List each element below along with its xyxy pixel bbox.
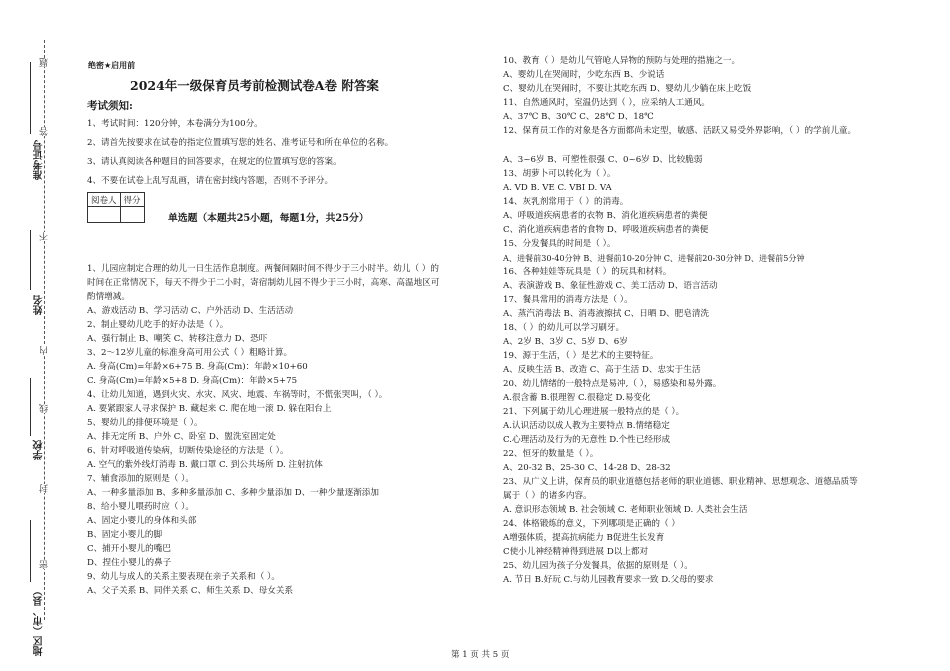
notice-item: 2、请首先按要求在试卷的指定位置填写您的姓名、准考证号和所在单位的名称。 — [87, 138, 394, 148]
option-line: A、2岁 B、3岁 C、5岁 D、6岁 — [503, 337, 628, 347]
question-line: 24、体格锻炼的意义，下列哪项是正确的（ ） — [503, 519, 680, 529]
notice-item: 3、请认真阅读各种题目的回答要求，在规定的位置填写您的答案。 — [87, 157, 342, 167]
question-line: 9、幼儿与成人的关系主要表现在亲子关系和（ ）。 — [87, 572, 280, 582]
grader-header: 阅卷人 — [88, 193, 121, 207]
name-label: 姓名 — [34, 295, 45, 315]
question-line: 10、教育（ ）是幼儿气管呛人异物的预防与处理的措施之一。 — [503, 56, 741, 66]
option-line: A增强体质，提高抗病能力 B促进生长发育 — [503, 533, 665, 543]
option-line: A、呼吸道疾病患者的衣物 B、消化道疾病患者的粪便 — [503, 211, 708, 221]
option-line: C.心理活动及行为的无意性 D.个性已经形成 — [503, 435, 671, 445]
option-line: A.认识活动以成人教为主要特点 B.情绪稳定 — [503, 421, 670, 431]
grader-cell[interactable] — [88, 207, 121, 223]
question-line: 12、保育员工作的对象是各方面都尚未定型，敏感、活跃又易受外界影响，（ ）的学前儿童。 — [503, 126, 857, 136]
region-field[interactable] — [30, 520, 31, 582]
section-title: 单选题（本题共25小题，每题1分，共25分） — [168, 213, 369, 224]
question-line: 属于（ ）的诸多内容。 — [503, 491, 592, 501]
page-title: 2024年一级保育员考前检测试卷A卷 附答案 — [130, 78, 379, 93]
option-line: A. 节日 B.好玩 C.与幼儿园教育要求一致 D.父母的要求 — [503, 575, 714, 585]
option-line: A、父子关系 B、同伴关系 C、师生关系 D、母女关系 — [87, 586, 294, 596]
option-line: B、固定小婴儿的脚 — [87, 530, 163, 540]
question-line: 13、胡萝卜可以转化为（ ）。 — [503, 169, 616, 179]
option-line: A. 意识形态领域 B. 社会领域 C. 老师职业领域 D. 人类社会生活 — [503, 505, 748, 515]
option-line: A. 空气的紫外线灯消毒 B. 戴口罩 C. 到公共场所 D. 注射抗体 — [87, 460, 323, 470]
option-line: A、游戏活动 B、学习活动 C、户外活动 D、生活活动 — [87, 306, 294, 316]
page-number: 第 1 页 共 5 页 — [451, 650, 510, 660]
option-line: A、强行制止 B、嘲笑 C、转移注意力 D、恐吓 — [87, 334, 268, 344]
option-line: C、消化道疾病患者的食物 D、呼吸道疾病患者的粪便 — [503, 225, 709, 235]
option-line: A、表演游戏 B、象征性游戏 C、美工活动 D、语言活动 — [503, 281, 718, 291]
option-line: C、捕开小婴儿的嘴巴 — [87, 544, 171, 554]
question-line: 酌情增减。 — [87, 292, 130, 302]
school-field[interactable] — [30, 378, 31, 436]
question-line: 16、各种娃娃等玩具是（ ）的玩具和材料。 — [503, 267, 672, 277]
question-line: 17、餐具常用的消毒方法是（ ）。 — [503, 295, 633, 305]
question-line: 21、下列属于幼儿心理进展一般特点的是（ ）。 — [503, 407, 685, 417]
question-line: 23、从广义上讲，保育员的职业道德包括老师的职业道德、职业精神、思想观念、道德品质等 — [503, 477, 858, 487]
seal-char: 密 — [40, 560, 50, 569]
question-line: 20、幼儿情绪的一般特点是易冲,（ ），易感染和易外露。 — [503, 379, 722, 389]
option-line: A、37℃ B、30℃ C、28℃ D、18℃ — [503, 112, 654, 122]
secret-mark: 绝密★启用前 — [88, 61, 136, 70]
score-cell[interactable] — [120, 207, 144, 223]
school-label: 学校 — [34, 440, 45, 460]
question-line: 11、自然通风时，室温仍达到（ ），应采纳人工通风。 — [503, 98, 711, 108]
question-line: 6、针对呼吸道传染病，切断传染途径的方法是（ ）。 — [87, 446, 289, 456]
question-line: 14、灰乳剂常用于（ ）的消毒。 — [503, 197, 629, 207]
option-line: A. 要紧跟家人寻求保护 B. 藏起来 C. 爬在地一滚 D. 躲在阳台上 — [87, 404, 332, 414]
question-line: 4、让幼儿知道，遇到火灾、水灾、风灾、地震、车祸等时，不慌张哭叫，（ ）。 — [87, 390, 388, 400]
question-line: 15、分发餐具的时间是（ ）。 — [503, 239, 616, 249]
seal-char: 答 — [40, 127, 50, 136]
seal-char: 封 — [40, 484, 50, 493]
option-line: A. 身高(Cm)=年龄×6+75 B. 身高(Cm)：年龄×10+60 — [87, 362, 308, 372]
question-line: 25、幼儿园为孩子分发餐具，依据的原则是（ ）。 — [503, 561, 693, 571]
question-line: 7、辅食添加的原则是（ ）。 — [87, 474, 195, 484]
option-line: C使小儿神经精神得到进展 D以上都对 — [503, 547, 649, 557]
question-line: 22、恒牙的数量是（ ）。 — [503, 449, 599, 459]
option-line: A、婴幼儿在哭闹时，少吃东西 B、少说话 — [503, 70, 665, 80]
notice-heading: 考试须知: — [87, 100, 133, 112]
question-line: 2、制止婴幼儿吃手的好办法是（ ）。 — [87, 320, 229, 330]
option-line: C、婴幼儿在哭闹时，不要让其吃东西 D、婴幼儿少躺在床上吃饭 — [503, 84, 752, 94]
option-line: A、20-32 B、25-30 C、14-28 D、28-32 — [503, 463, 671, 473]
question-line: 1、儿园应制定合理的幼儿一日生活作息制度。两餐间隔时间不得少于三小时半。幼儿（ ）的 — [87, 264, 439, 274]
seal-char: 线 — [40, 404, 50, 413]
score-table — [87, 192, 145, 223]
question-line: 18、（ ）的幼儿可以学习刷牙。 — [503, 323, 625, 333]
notice-item: 1、考试时间：120分钟，本卷满分为100分。 — [87, 119, 263, 129]
seal-char: 不 — [40, 232, 50, 241]
seal-char: 内 — [40, 346, 50, 355]
option-line: A、反映生活 B、改造 C、高于生活 D、忠实于生活 — [503, 365, 701, 375]
option-line: A.很含蓄 B.很理智 C.很稳定 D.易变化 — [503, 393, 651, 403]
option-line: A、蒸汽消毒法 B、消毒液擦拭 C、日晒 D、肥皂清洗 — [503, 309, 710, 319]
exam-number-field[interactable] — [30, 62, 31, 134]
question-line: 5、婴幼儿的排便环境是（ ）。 — [87, 418, 203, 428]
notice-item: 4、不要在试卷上乱写乱画，请在密封线内答题，否则不予评分。 — [87, 176, 334, 186]
option-line: A、排无定所 B、户外 C、卧室 D、盥洗室固定处 — [87, 432, 276, 442]
seal-char: 题 — [40, 58, 50, 67]
question-line: 8、给小婴儿喂药时应（ ）。 — [87, 502, 195, 512]
region-label: 地区（市、县） — [34, 586, 45, 656]
score-header: 得分 — [120, 193, 144, 207]
option-line: A、3~6岁 B、可塑性很强 C、0~6岁 D、比较脆弱 — [503, 155, 703, 165]
question-line: 3、2～12岁儿童的标准身高可用公式（ ）粗略计算。 — [87, 348, 293, 358]
question-line: 19、源于生活，（ ）是艺术的主要特征。 — [503, 351, 659, 361]
option-line: A、进餐前30-40分钟 B、进餐前10-20分钟 C、进餐前20-30分钟 D、进餐前5分钟 — [503, 253, 805, 263]
name-field[interactable] — [30, 230, 31, 290]
option-line: A、固定小婴儿的身体和头部 — [87, 516, 197, 526]
option-line: A. VD B. VE C. VBI D. VA — [503, 183, 612, 193]
option-line: D、捏住小婴儿的鼻子 — [87, 558, 172, 568]
option-line: C. 身高(Cm)=年龄×5+8 D. 身高(Cm)：年龄×5+75 — [87, 376, 298, 386]
question-line: 时间在正常情况下，每天不得少于二小时，寄宿制幼儿园不得少于三小时，高寒、高温地区可 — [87, 278, 440, 288]
option-line: A、一种多量添加 B、多种多量添加 C、多种少量添加 D、一种少量逐渐添加 — [87, 488, 379, 498]
exam-number-label: 准考证号 — [34, 140, 45, 180]
